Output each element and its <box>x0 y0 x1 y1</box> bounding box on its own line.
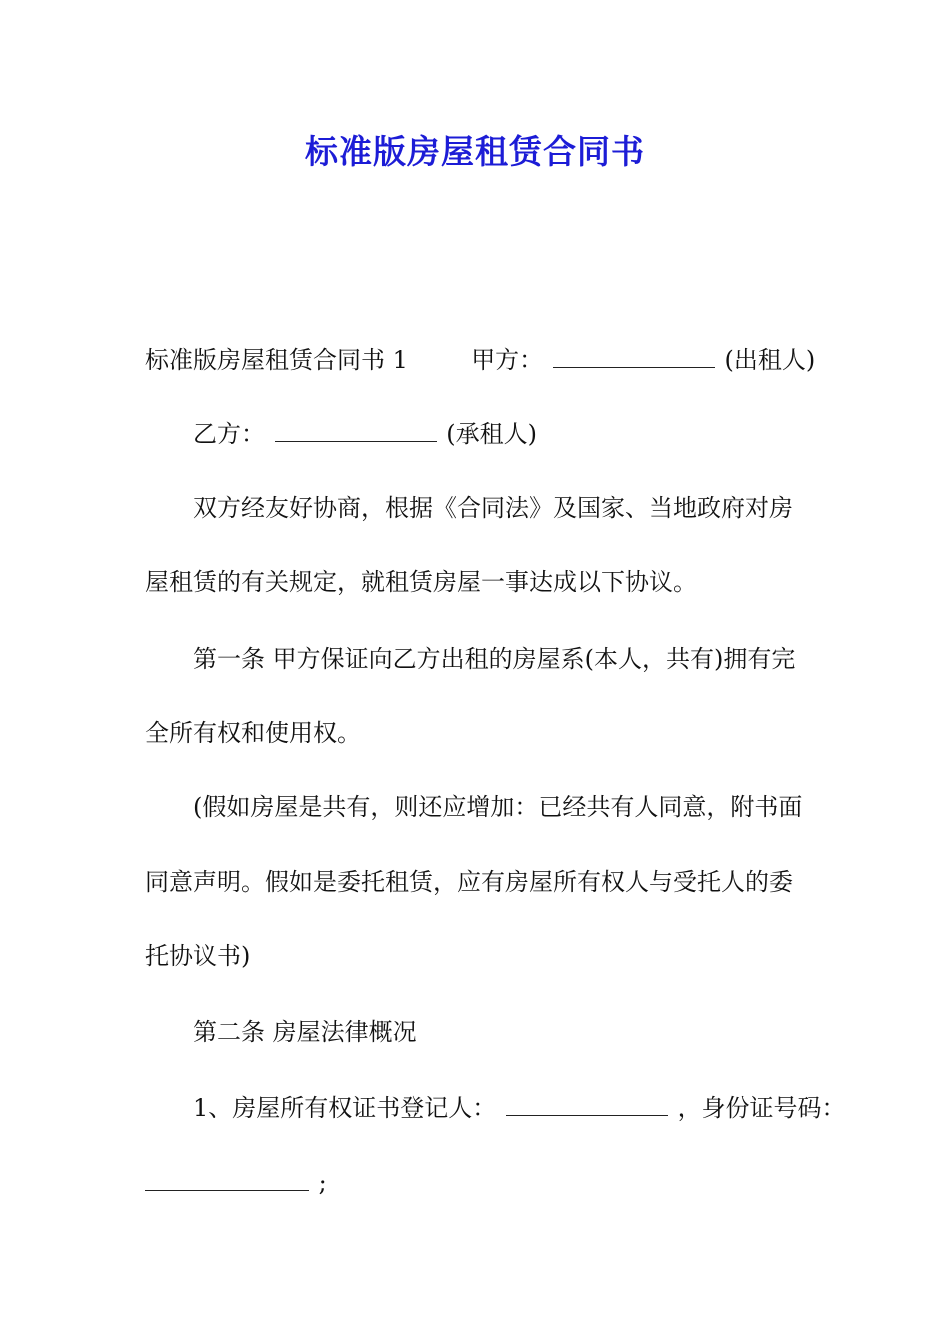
paragraph-line: 屋租赁的有关规定，就租赁房屋一事达成以下协议。 <box>145 568 697 596</box>
article-2-heading: 第二条 房屋法律概况 <box>193 1018 417 1046</box>
party-a-role: (出租人) <box>724 346 816 374</box>
party-a-label: 甲方： <box>471 346 544 374</box>
paragraph-line: 全所有权和使用权。 <box>145 719 361 747</box>
id-number-blank <box>145 1189 309 1191</box>
article-1-line: 第一条 甲方保证向乙方出租的房屋系(本人，共有)拥有完 <box>193 645 796 673</box>
party-b-blank <box>275 440 437 442</box>
party-b-label: 乙方： <box>193 420 265 448</box>
line-12 <box>145 1165 825 1201</box>
party-a-blank <box>553 366 715 368</box>
owner-label: 1、房屋所有权证书登记人： <box>193 1094 497 1122</box>
paragraph-line: 同意声明。假如是委托租赁，应有房屋所有权人与受托人的委 <box>145 868 793 896</box>
paragraph-line: 双方经友好协商，根据《合同法》及国家、当地政府对房 <box>193 494 793 522</box>
line-1 <box>145 342 825 378</box>
contract-number-label: 标准版房屋租赁合同书 1 <box>145 346 408 374</box>
line-11 <box>193 1090 873 1126</box>
party-b-role: (承租人) <box>446 420 538 448</box>
line-2 <box>193 416 873 452</box>
semicolon: ; <box>318 1169 327 1197</box>
paragraph-line: (假如房屋是共有，则还应增加：已经共有人同意，附书面 <box>193 793 803 821</box>
owner-blank <box>506 1114 668 1116</box>
id-number-label: ，身份证号码： <box>677 1094 846 1122</box>
paragraph-line: 托协议书) <box>145 942 251 970</box>
document-title: 标准版房屋租赁合同书 <box>305 132 645 171</box>
